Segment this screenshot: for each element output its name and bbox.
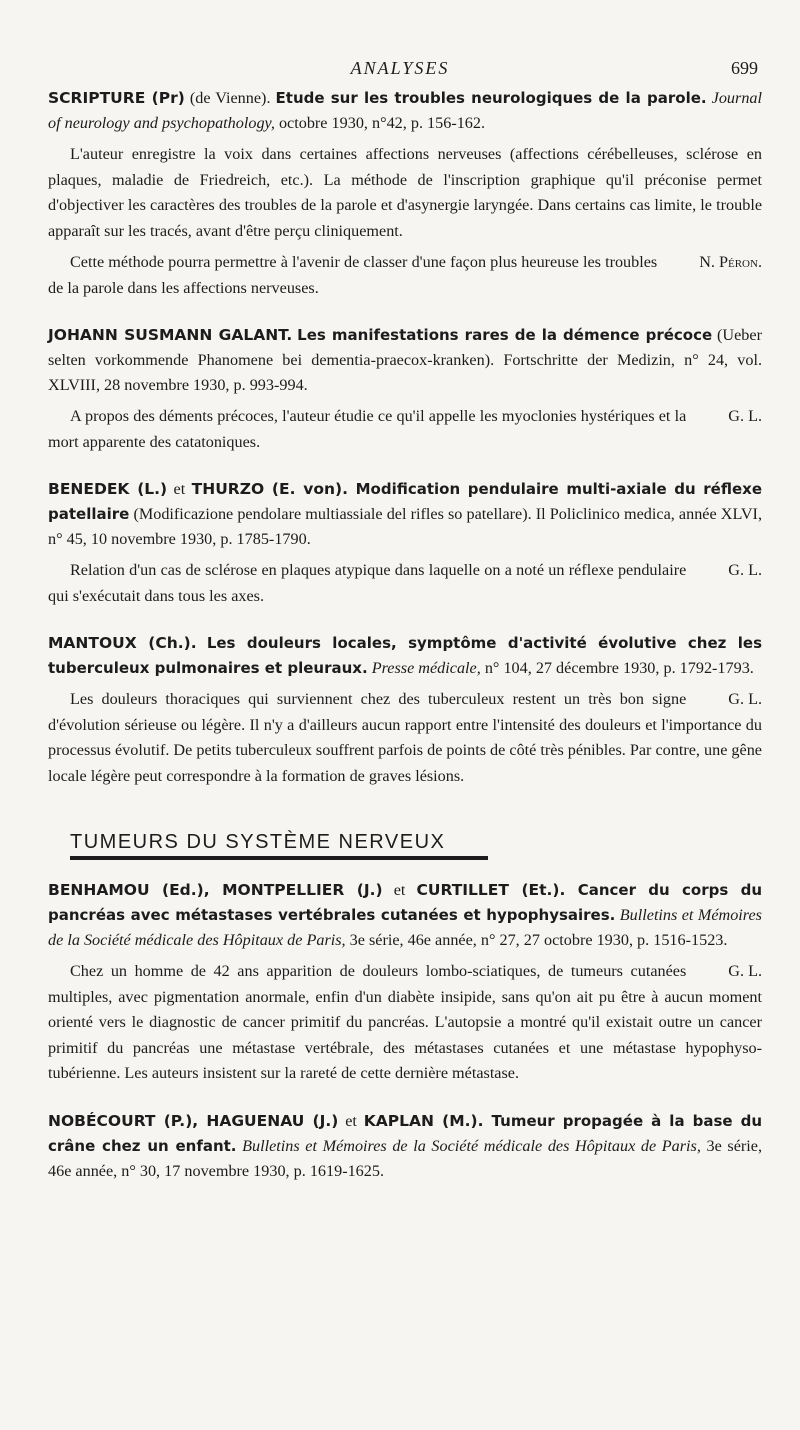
citation-details: (Ueber selten vorkommende Phanomene bei dementia-praecox-kranken). Fortschritte der Medizin, n° 24, vol. XLVIII, 28 novembre 1930, p. 993-994.: [48, 326, 762, 394]
page-header: [0, 58, 800, 82]
separator: et: [167, 480, 192, 498]
abstract-text: A propos des déments précoces, l'auteur étudie ce qu'il appelle les myoclonies hystériques et la mort apparente des catatoniques.: [48, 407, 687, 451]
abstract-entry: [48, 878, 762, 1087]
abstract-paragraph: [48, 687, 762, 789]
journal-source: Bulletins et Mémoires de la Société médicale des Hôpitaux de Paris,: [48, 906, 762, 949]
abstract-entry: [48, 323, 762, 455]
citation: [48, 477, 762, 552]
citation: [48, 86, 762, 136]
citation: [48, 1109, 762, 1184]
article-title: Les douleurs locales, symptôme d'activité évolutive chez les tuberculeux pulmonaires et pleuraux.: [48, 634, 762, 677]
reviewer-signature: G. L.: [728, 690, 762, 708]
abstract-paragraph: [48, 250, 762, 301]
reviewer-signature: G. L.: [728, 407, 762, 425]
article-title: Cancer du corps du pancréas avec métastases vertébrales cutanées et hypophysaires.: [48, 881, 762, 924]
article-title: Modification pendulaire multi-axiale du réflexe patellaire: [48, 480, 762, 523]
page-content: [48, 86, 762, 1206]
abstract-entry: [48, 631, 762, 789]
citation: [48, 631, 762, 681]
citation-details: (Modificazione pendolare multiassiale del rifles so patellare). Il Policlinico medica, année XLVI, n° 45, 10 novembre 1930, p. 1785-1790.: [48, 505, 762, 548]
abstract-entry: [48, 86, 762, 301]
journal-source: Journal of neurology and psychopathology,: [48, 89, 762, 132]
authors: NOBÉCOURT (P.), HAGUENAU (J.): [48, 1111, 339, 1130]
authors: JOHANN SUSMANN GALANT.: [48, 326, 293, 344]
abstract-paragraph: L'auteur enregistre la voix dans certaines affections nerveuses (affections cérébelleuses, sclérose en plaques, maladie de Friedreich, etc.). La méthode de l'inscription graphique qu'il préconise permet d'objectiver les caractères des troubles de la parole et d'asynergie laryngée. Dans certains cas limite, le trouble apparaît sur les tracés, avant d'être perçu cliniquement.: [48, 145, 762, 240]
citation: [48, 323, 762, 398]
abstract-text: Relation d'un cas de sclérose en plaques atypique dans laquelle on a noté un réflexe pendulaire qui s'exécutait dans tous les axes.: [48, 561, 687, 605]
citation-details: 3e série, 46e année, n° 30, 17 novembre 1930, p. 1619-1625.: [48, 1136, 762, 1180]
article-title: Tumeur propagée à la base du crâne chez un enfant.: [48, 1111, 762, 1155]
abstract-paragraph: [48, 558, 762, 609]
authors: BENEDEK (L.): [48, 480, 168, 498]
co-authors: CURTILLET (Et.).: [416, 881, 566, 899]
separator: [197, 634, 207, 652]
reviewer-signature: G. L.: [728, 962, 762, 980]
abstract-text: Cette méthode pourra permettre à l'avenir de classer d'une façon plus heureuse les troubles de la parole dans les affections nerveuses.: [48, 253, 658, 297]
co-authors: KAPLAN (M.).: [363, 1111, 484, 1130]
reviewer-signature: G. L.: [728, 561, 762, 579]
citation: [48, 878, 762, 953]
abstract-paragraph: [48, 404, 762, 455]
affiliation: (de Vienne).: [184, 89, 276, 107]
co-authors: THURZO (E. von).: [191, 480, 349, 498]
authors: BENHAMOU (Ed.), MONTPELLIER (J.): [48, 881, 383, 899]
abstract-text: Les douleurs thoraciques qui surviennent chez des tuberculeux restent un très bon signe d'évolution sérieuse ou légère. Il n'y a d'ailleurs aucun rapport entre l'intensité des douleurs et l'importance du processus évolutif. De petits tuberculeux souffrent parfois de points de côté très pénibles. Par contre, une gêne locale légère peut correspondre à la formation de graves lésions.: [48, 690, 762, 785]
article-title: Les manifestations rares de la démence précoce: [297, 326, 713, 344]
article-title: Etude sur les troubles neurologiques de la parole.: [275, 89, 707, 107]
abstract-paragraph: [48, 959, 762, 1087]
journal-source: Presse médicale,: [367, 659, 481, 677]
separator: et: [338, 1111, 364, 1130]
authors: MANTOUX (Ch.).: [48, 634, 197, 652]
abstract-text: Chez un homme de 42 ans apparition de douleurs lombo-sciatiques, de tumeurs cutanées multiples, avec pigmentation anormale, enfin d'un diabète insipide, sans qu'on ait pu être à aucun moment orienté vers le diagnostic de cancer primitif du pancréas. L'autopsie a montré qu'il existait outre un cancer primitif du pancréas une métastase vertébrale, des métastases cutanées et une métastase hypophyso-tubérienne. Les auteurs insistent sur la rareté de cette dernière métastase.: [48, 962, 762, 1082]
citation-details: octobre 1930, n°42, p. 156-162.: [274, 114, 486, 132]
abstract-entry: [48, 477, 762, 609]
citation-details: n° 104, 27 décembre 1930, p. 1792-1793.: [480, 659, 754, 677]
abstract-entry: [48, 1109, 762, 1184]
reviewer-signature: N. Péron.: [699, 253, 762, 271]
separator: et: [382, 881, 417, 899]
citation-details: 3e série, 46e année, n° 27, 27 octobre 1930, p. 1516-1523.: [345, 931, 728, 949]
running-title: ANALYSES: [350, 58, 450, 78]
journal-source: Bulletins et Mémoires de la Société médicale des Hôpitaux de Paris,: [236, 1136, 701, 1155]
page-number: 699: [731, 58, 758, 78]
authors: SCRIPTURE (Pr): [48, 89, 185, 107]
section-heading: TUMEURS DU SYSTÈME NERVEUX: [70, 831, 488, 860]
